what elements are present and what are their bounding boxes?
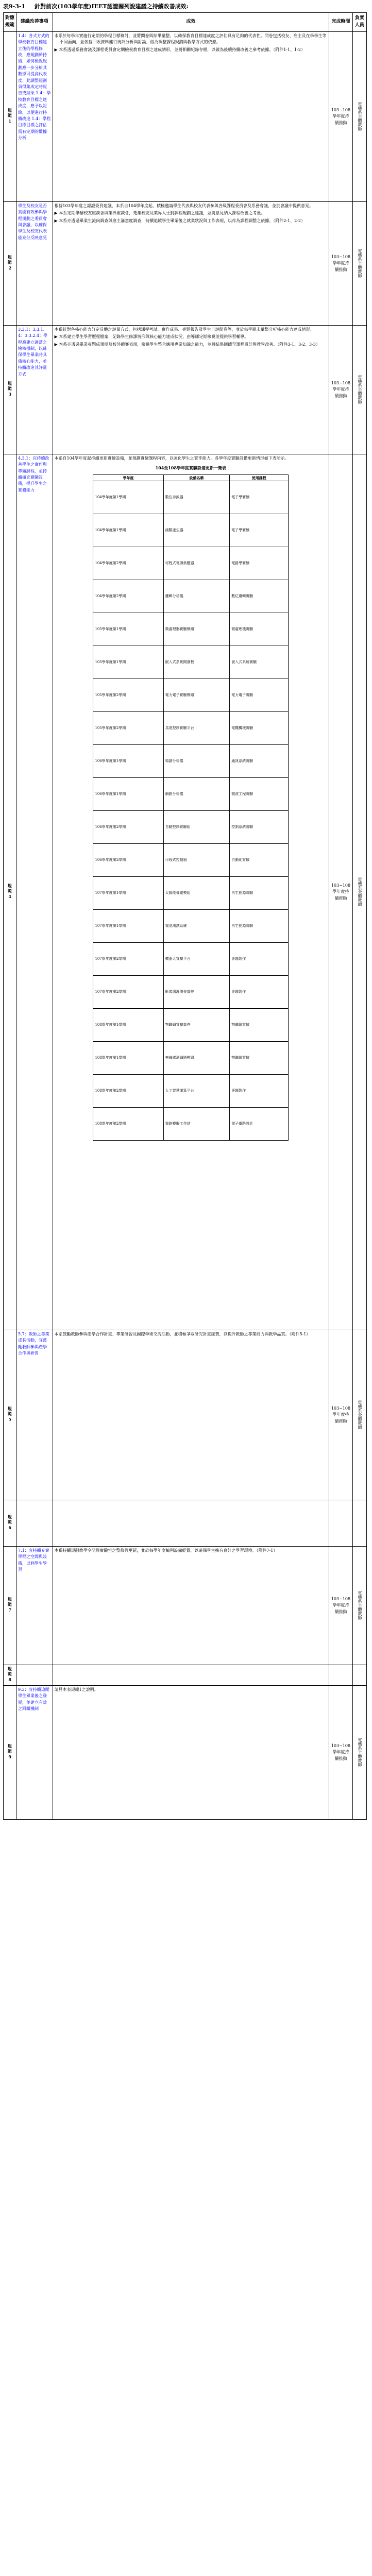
equipment-row [93,811,289,844]
equipment-header-cell: 設備名稱 [163,474,229,481]
equipment-row [93,679,289,712]
equipment-row [93,613,289,646]
row-result [53,1546,329,1665]
table-row [4,1685,367,1819]
result-paragraph: 本系自104學年度起持續更新實驗設備，並規劃實驗課程內容，以強化學生之實作能力。各學年度實驗設備更新情形如下表所示。 [54,455,289,461]
equipment-cell: 再生能源實驗 [230,910,289,943]
equipment-cell: 108學年度第2學期 [93,1108,163,1141]
row-item: 7.1：宜持續充實學程之空間與設備，以利學生學習 [16,1546,53,1665]
row-result [53,1500,329,1546]
row-category: 規範8 [4,1665,16,1685]
row-owner [352,1665,366,1685]
table-body [4,31,367,1819]
equipment-cell: 影像處理開發套件 [163,976,229,1009]
row-result [53,454,329,1330]
equipment-row [93,1108,289,1141]
row-owner [352,31,366,201]
equipment-cell: 108學年度第2學期 [93,1075,163,1108]
equipment-row [93,481,289,514]
row-result [53,1685,329,1819]
table-row [4,1546,367,1665]
owner-text: 電機系全體教師 [358,249,363,278]
row-item: 4.3.1：宜持續改善學生之實作與專題課程，並持續擴充實驗設備，提升學生之實務能力 [16,454,53,1330]
equipment-cell: 嵌入式系統開發板 [163,646,229,679]
equipment-cell: 106學年度第1學期 [93,745,163,778]
equipment-row [93,976,289,1009]
equipment-cell: 電力電子實驗 [230,679,289,712]
equipment-row [93,547,289,580]
equipment-cell: 105學年度第2學期 [93,679,163,712]
equipment-row [93,646,289,679]
equipment-cell: 104學年度第2學期 [93,580,163,613]
owner-text: 電機系全體教師 [358,1738,363,1767]
equipment-cell: 網路分析儀 [163,778,229,811]
equipment-cell: 通訊系統實驗 [230,745,289,778]
table-title [3,0,369,12]
equipment-cell: 控制系統實驗 [230,811,289,844]
result-paragraph: ▶ 本系定期舉辦校友座談會與業界座談會，蒐集校友及業界人士對課程規劃之建議，並將意見納入課程改善之考量。 [54,211,265,216]
equipment-header-cell: 使用課程 [230,474,289,481]
equipment-cell: 函數產生器 [163,514,229,547]
row-item: 學生及校友是否真能有效參與學程規劃之委員會與會議，以確保學生及校友代表能充分反映意見 [16,201,53,325]
equipment-cell: 可程式電源供應器 [163,547,229,580]
equipment-cell: 107學年度第1學期 [93,877,163,910]
row-done-time [329,1665,352,1685]
row-category: 規範1 [4,31,16,201]
table-title-text: 針對前次(103學年度)IEET認證關列說建議之持續改善成效: [35,3,189,10]
table-row [4,1500,367,1546]
equipment-table [93,474,289,1141]
row-done-time: 103~108學年度持續推動 [329,1685,352,1819]
row-category: 規範6 [4,1500,16,1546]
equipment-cell: 無線感測網路模組 [163,1042,229,1075]
equipment-cell: 數位邏輯實驗 [230,580,289,613]
equipment-cell: 107學年度第2學期 [93,976,163,1009]
equipment-cell: 104學年度第2學期 [93,547,163,580]
equipment-cell: 邏輯分析儀 [163,580,229,613]
equipment-cell: 物聯網實驗 [230,1042,289,1075]
result-paragraph: ▶ 本系透過系務會議及課程委員會定期檢視教育目標之達成情形，並將相關紀錄存檔，以做為後續持續改善之參考依據。（附件1-1、1-2） [54,47,305,52]
equipment-cell: 104學年度第1學期 [93,481,163,514]
equipment-cell: 嵌入式系統實驗 [230,646,289,679]
row-category: 規範2 [4,201,16,325]
owner-text: 電機系全體教師 [358,375,363,404]
equipment-cell: 數位示波器 [163,481,229,514]
row-item: 5.7：教師之專業成長活動，宜鼓勵教師參與產學合作與研習 [16,1330,53,1500]
row-result [53,325,329,454]
equipment-cell: 電力電子實驗模組 [163,679,229,712]
row-category: 規範7 [4,1546,16,1665]
equipment-cell: 105學年度第1學期 [93,613,163,646]
row-done-time: 103~108學年度持續推動 [329,454,352,1330]
row-item [16,1500,53,1546]
row-owner [352,454,366,1330]
header-row [4,13,367,32]
equipment-cell: 物聯網實驗 [230,1009,289,1042]
equipment-cell: 微處理機實驗 [230,613,289,646]
equipment-cell: 電路學實驗 [230,547,289,580]
header-result: 成效 [53,13,329,32]
row-done-time: 103~108學年度持續推動 [329,201,352,325]
equipment-cell: 機器人實驗平台 [163,943,229,976]
equipment-cell: 電子學實驗 [230,481,289,514]
header-category: 對應規範 [4,13,16,32]
equipment-cell: 電機機械實驗 [230,712,289,745]
owner-text: 電機系全體教師 [358,877,363,907]
row-done-time: 103~108學年度持續推動 [329,1330,352,1500]
result-paragraph: 本系於每學年實施行定期的學程目標檢討，並將問卷與結果彙整，以確保教育目標達成度之評估具有足夠的代表性。問卷包括校友、雇主及在學學生等不同面向，並依據回收資料進行統計分析與討論，做為調整課程規劃與教學方式的依據。 [54,33,327,45]
row-result [53,31,329,201]
row-item [16,1665,53,1685]
equipment-row [93,1042,289,1075]
equipment-cell: 電池測試系統 [163,910,229,943]
result-paragraph: ▶ 本系亦透過畢業生流向調查與雇主滿意度調查，持續追蹤學生畢業後之就業狀況與工作表現，以作為課程調整之依據。（附件2-1、2-2） [54,218,305,223]
equipment-cell: 專題製作 [230,943,289,976]
equipment-cell: 106學年度第2學期 [93,811,163,844]
row-owner [352,1500,366,1546]
table-row [4,454,367,1330]
report-page [3,0,369,1820]
row-result [53,201,329,325]
row-owner [352,1546,366,1665]
result-paragraph: 請見本表規範1之說明。 [54,1687,98,1692]
equipment-cell: 105學年度第2學期 [93,712,163,745]
equipment-cell: 頻譜分析儀 [163,745,229,778]
table-row [4,1665,367,1685]
row-done-time: 103~108學年度持續推動 [329,31,352,201]
table-row [4,1330,367,1500]
equipment-cell: 微處理器實驗模組 [163,613,229,646]
equipment-row [93,877,289,910]
row-owner [352,1685,366,1819]
table-row [4,31,367,201]
header-item: 建議改善事項 [16,13,53,32]
equipment-cell: 104學年度第1學期 [93,514,163,547]
equipment-cell: 電子學實驗 [230,514,289,547]
result-paragraph: 本系持續規劃教學空間與實驗室之整修與更新，並於每學年度編列設備經費，以確保學生擁有良好之學習環境。（附件7-1） [54,1548,278,1553]
equipment-cell: 物聯網實驗套件 [163,1009,229,1042]
equipment-row [93,1075,289,1108]
result-paragraph: 本系針對各核心能力訂定具體之評量方式，包括課程考試、實作成果、專題報告及學生自評問卷等，並於每學期末彙整分析核心能力達成情形。 [54,327,314,332]
equipment-cell: 電路模擬工作站 [163,1108,229,1141]
table-row [4,325,367,454]
row-owner [352,1330,366,1500]
row-category: 規範3 [4,325,16,454]
equipment-cell: 105學年度第1學期 [93,646,163,679]
equipment-header-row [93,474,289,481]
row-done-time: 103~108學年度持續推動 [329,1546,352,1665]
header-owner: 負責人員 [352,13,366,32]
equipment-cell: 馬達控制實驗平台 [163,712,229,745]
equipment-row [93,1009,289,1042]
equipment-cell: 107學年度第1學期 [93,910,163,943]
owner-text: 電機系全體教師 [358,1591,363,1620]
equipment-cell: 太陽能發電模組 [163,877,229,910]
table-number: 表9-3-1 [3,3,26,10]
equipment-row [93,514,289,547]
equipment-cell: 專題製作 [230,976,289,1009]
table-row [4,201,367,325]
row-item: 9.3：宜持續追蹤學生畢業後之發展，並建立有效之回饋機制 [16,1685,53,1819]
result-paragraph: 根據103學年度之認證委員建議，本系自104學年度起，積極邀請學生代表與校友代表參與各級課程委員會及系務會議，並於會議中提供意見。 [54,203,314,208]
equipment-row [93,778,289,811]
row-owner [352,325,366,454]
equipment-cell: 自動控制實驗組 [163,811,229,844]
equipment-row [93,943,289,976]
equipment-row [93,580,289,613]
inner-table-caption: 104至108學年度實驗設備更新一覽表 [155,465,227,471]
row-category: 規範4 [4,454,16,1330]
row-done-time [329,1500,352,1546]
equipment-cell: 微波工程實驗 [230,778,289,811]
equipment-cell: 107學年度第2學期 [93,943,163,976]
owner-text: 電機系全體教師 [358,102,363,131]
header-done-time: 完成時間 [329,13,352,32]
row-done-time: 103~108學年度持續推動 [329,325,352,454]
owner-text: 電機系全體教師 [358,1400,363,1430]
result-paragraph: ▶ 本系建立學生學習歷程檔案，記錄學生修課情形與核心能力達成狀況，由導師定期檢視並提供學習輔導。 [54,334,249,340]
result-paragraph: 本系鼓勵教師參與產學合作計畫、專業研習及國際學術交流活動，並積極爭取研究計畫經費，以提升教師之專業能力與教學品質。（附件5-1） [54,1331,311,1336]
row-result [53,1330,329,1500]
equipment-cell: 自動化實驗 [230,844,289,877]
equipment-cell: 電子電路設計 [230,1108,289,1141]
result-paragraph: ▶ 本系亦透過畢業專題成果展及校外競賽表現，檢視學生整合應用專業知識之能力，並將結果回饋至課程設計與教學改善。（附件3-1、3-2、3-3） [54,342,320,347]
equipment-row [93,910,289,943]
row-result [53,1665,329,1685]
equipment-cell: 可程式控制器 [163,844,229,877]
row-category: 規範9 [4,1685,16,1819]
row-category: 規範5 [4,1330,16,1500]
equipment-cell: 106學年度第2學期 [93,844,163,877]
row-owner [352,201,366,325]
equipment-row [93,844,289,877]
row-item: 3.3.1：3.3.1.4：3.3.2.4：學程應建立適當之檢核機制，以確保學生畢業時具備核心能力，並持續改進其評量方式 [16,325,53,454]
equipment-row [93,712,289,745]
improvement-table [3,12,367,1820]
equipment-cell: 人工智慧運算平台 [163,1075,229,1108]
row-item: 1.4：各式方式的學校教育目標建立後的學程修改，應規劃於持續，如何檢視規劃應一步分析其數據可提高代表度，此調整規劃須得集成定時報告或結果 1.4：學校教育目標之達成度，應予以記錄，以便進行持續改進 1.4：學程目標目標之評估需有定期的數據分析 [16,31,53,201]
equipment-cell: 106學年度第1學期 [93,778,163,811]
equipment-row [93,745,289,778]
equipment-cell: 108學年度第1學期 [93,1042,163,1075]
equipment-header-cell: 學年度 [93,474,163,481]
equipment-cell: 專題製作 [230,1075,289,1108]
equipment-cell: 再生能源實驗 [230,877,289,910]
equipment-cell: 108學年度第1學期 [93,1009,163,1042]
